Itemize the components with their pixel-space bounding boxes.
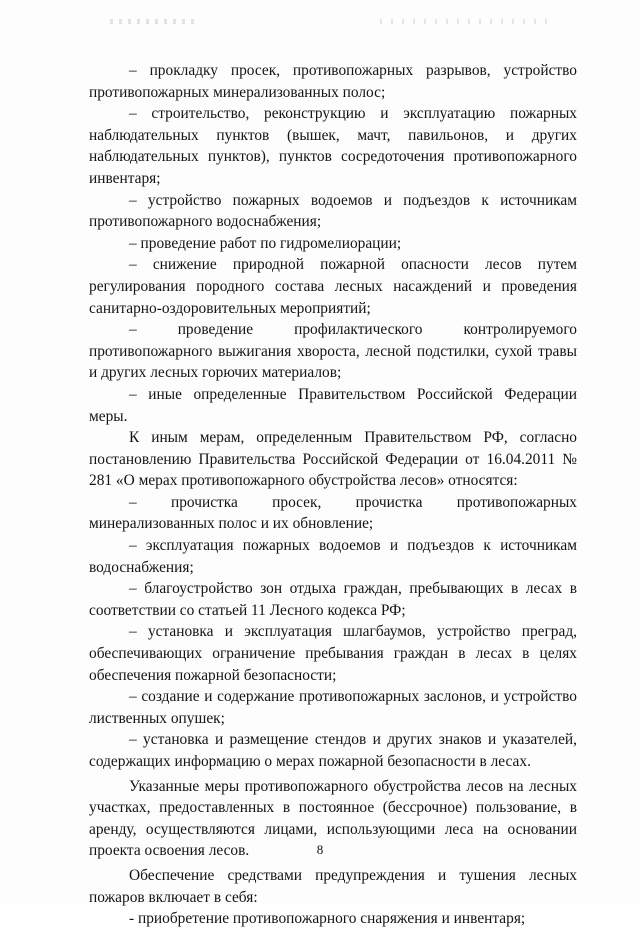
list-item-stendy: – установка и размещение стендов и других знаков и указателей, содержащих информацию о мерах пожарной безопасности в лесах. [89,731,577,770]
list-item-inye-mery: – иные определенные Правительством Российской Федерации меры. [89,385,577,425]
list-item-vyzhiganie: – проведение профилактического контролируемого противопожарного выжигания хвороста, лесной подстилки, сухой травы и других лесных горючих материалов; [89,321,577,382]
scan-smudge-right [380,19,550,24]
paragraph-obespechenie: Обеспечение средствами предупреждения и тушения лесных пожаров включает в себя: [89,866,577,906]
list-item-ekspluatatsiya-vodoemov: – эксплуатация пожарных водоемов и подъездов к источникам водоснабжения; [89,537,577,576]
list-item-gidromelioratsiya: – проведение работ по гидромелиорации; [129,234,402,252]
page-number: 8 [316,842,324,857]
list-item-priobretenie: - приобретение противопожарного снаряжения и инвентаря; [129,910,526,928]
paragraph-postanovlenie: К иным мерам, определенным Правительством РФ, согласно постановлению Правительства Российской Федерации от 16.04.2011 № 281 «О мерах противопожарного обустройства лесов» относятся: [89,429,577,490]
list-item-prosek: – прокладку просек, противопожарных разрывов, устройство противопожарных минерализованных полос; [89,62,577,101]
list-item-prochistka: – прочистка просек, прочистка противопожарных минерализованных полос и их обновление; [89,493,577,533]
list-item-zaslony: – создание и содержание противопожарных заслонов, и устройство лиственных опушек; [89,688,577,727]
paragraph-ukazannye-mery: Указанные меры противопожарного обустройства лесов на лесных участках, предоставленных в постоянное (бессрочное) пользование, в аренду, осуществляются лицами, использующими леса на основании проекта освоения лесов. [89,777,577,860]
list-item-shlagbaumy: – установка и эксплуатация шлагбаумов, устройство преград, обеспечивающих ограничение пребывания граждан в лесах в целях обеспечения пожарной безопасности; [89,623,577,684]
list-item-blagoustroystvo: – благоустройство зон отдыха граждан, пребывающих в лесах в соответствии со статьей 11 Лесного кодекса РФ; [89,580,577,619]
scan-header-artifact [0,16,640,30]
list-item-vodoemy: – устройство пожарных водоемов и подъездов к источникам противопожарного водоснабжения; [89,191,577,231]
list-item-nablyudatelnye-punkty: – строительство, реконструкцию и эксплуатацию пожарных наблюдательных пунктов (вышек, мачт, павильонов, и других наблюдательных пунктов), пунктов сосредоточения противопожарного инвентаря; [89,105,577,187]
document-body [89,60,577,930]
list-item-snizhenie-opasnosti: – снижение природной пожарной опасности лесов путем регулирования породного состава лесных насаждений и проведения санитарно-оздоровительных мероприятий; [89,256,577,317]
scan-smudge-left [110,19,200,24]
